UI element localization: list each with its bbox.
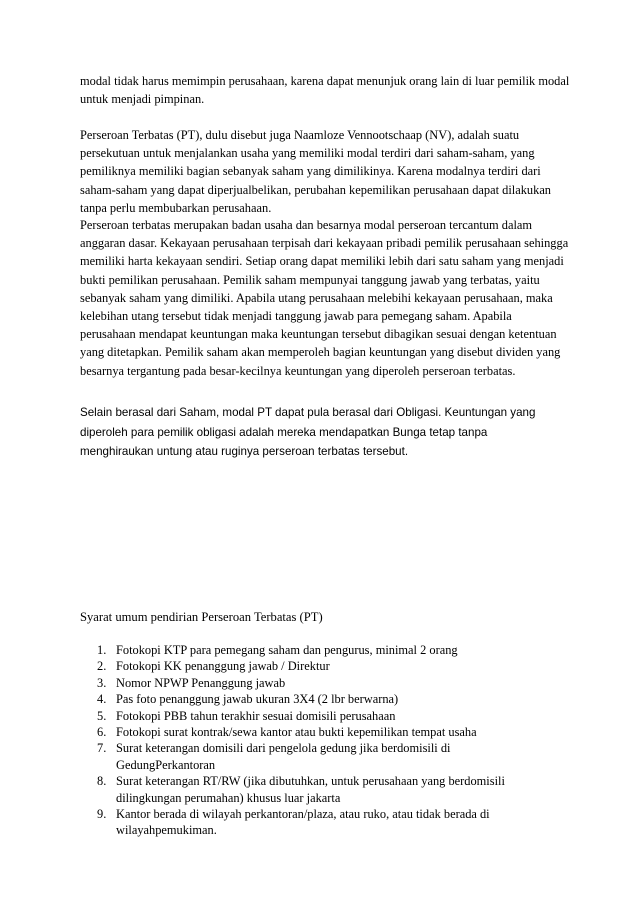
list-item-number: 2. (97, 659, 107, 674)
paragraph-obligasi: Selain berasal dari Saham, modal PT dapat pula berasal dari Obligasi. Keuntungan yang diperoleh para pemilik obligasi adalah mereka mendapatkan Bunga tetap tanpa menghiraukan untung atau ruginya perseroan terbatas tersebut. (80, 406, 536, 458)
list-item-number: 7. (97, 741, 107, 756)
list-item (80, 658, 550, 674)
list-item-text: Fotokopi PBB tahun terakhir sesuai domisili perusahaan (116, 708, 396, 723)
list-item (80, 773, 550, 806)
paragraph-definisi-pt: Perseroan Terbatas (PT), dulu disebut juga Naamloze Vennootschaap (NV), adalah suatu persekutuan untuk menjalankan usaha yang memiliki modal terdiri dari saham-saham, yang pemiliknya memiliki bagian sebanyak saham yang dimilikinya. Karena modalnya terdiri dari saham-saham yang dapat diperjualbelikan, perubahan kepemilikan perusahaan dapat dilakukan tanpa perlu membubarkan perusahaan. (80, 128, 552, 215)
list-item-text: Fotokopi surat kontrak/sewa kantor atau bukti kepemilikan tempat usaha (116, 725, 477, 740)
list-item (80, 806, 550, 839)
list-item (80, 691, 550, 707)
list-item-text: Nomor NPWP Penanggung jawab (116, 675, 286, 690)
list-item-text: Surat keterangan domisili dari pengelola gedung jika berdomisili di GedungPerkantoran (116, 741, 451, 772)
list-item-text: Fotokopi KK penanggung jawab / Direktur (116, 659, 330, 674)
list-item-number: 1. (97, 643, 107, 657)
list-item (80, 642, 550, 658)
list-item (80, 675, 550, 691)
list-item-number: 4. (97, 692, 107, 707)
requirements-title: Syarat umum pendirian Perseroan Terbatas (PT) (80, 610, 323, 624)
paragraph-modal-pimpinan: modal tidak harus memimpin perusahaan, karena dapat menunjuk orang lain di luar pemilik modal untuk menjadi pimpinan. (80, 74, 570, 107)
list-item-text: Kantor berada di wilayah perkantoran/plaza, atau ruko, atau tidak berada di wilayahpemukiman. (116, 807, 490, 838)
paragraph-badan-usaha: Perseroan terbatas merupakan badan usaha dan besarnya modal perseroan tercantum dalam anggaran dasar. Kekayaan perusahaan terpisah dari kekayaan pribadi pemilik perusahaan sehingga memiliki harta kekayaan sendiri. Setiap orang dapat memiliki lebih dari satu saham yang menjadi bukti pemilikan perusahaan. Pemilik saham mempunyai tanggung jawab yang terbatas, yaitu sebanyak saham yang dimiliki. Apabila utang perusahaan melebihi kekayaan perusahaan, maka kelebihan utang tersebut tidak menjadi tanggung jawab para pemegang saham. Apabila perusahaan mendapat keuntungan maka keuntungan tersebut dibagikan sesuai dengan ketentuan yang ditetapkan. Pemilik saham akan memperoleh bagian keuntungan yang disebut dividen yang besarnya tergantung pada besar-kecilnya keuntungan yang diperoleh perseroan terbatas. (80, 218, 569, 378)
list-item (80, 724, 550, 740)
list-item-number: 3. (97, 675, 107, 690)
list-item (80, 740, 550, 773)
list-item-number: 8. (97, 774, 107, 789)
list-item (80, 708, 550, 724)
list-item-text: Pas foto penanggung jawab ukuran 3X4 (2 lbr berwarna) (116, 692, 399, 707)
requirements-list (80, 642, 550, 839)
list-item-number: 6. (97, 725, 107, 740)
list-item-text: Surat keterangan RT/RW (jika dibutuhkan, untuk perusahaan yang berdomisili dilingkungan perumahan) khusus luar jakarta (116, 774, 505, 805)
list-item-text: Fotokopi KTP para pemegang saham dan pengurus, minimal 2 orang (116, 643, 458, 657)
list-item-number: 5. (97, 708, 107, 723)
list-item-number: 9. (97, 807, 107, 822)
